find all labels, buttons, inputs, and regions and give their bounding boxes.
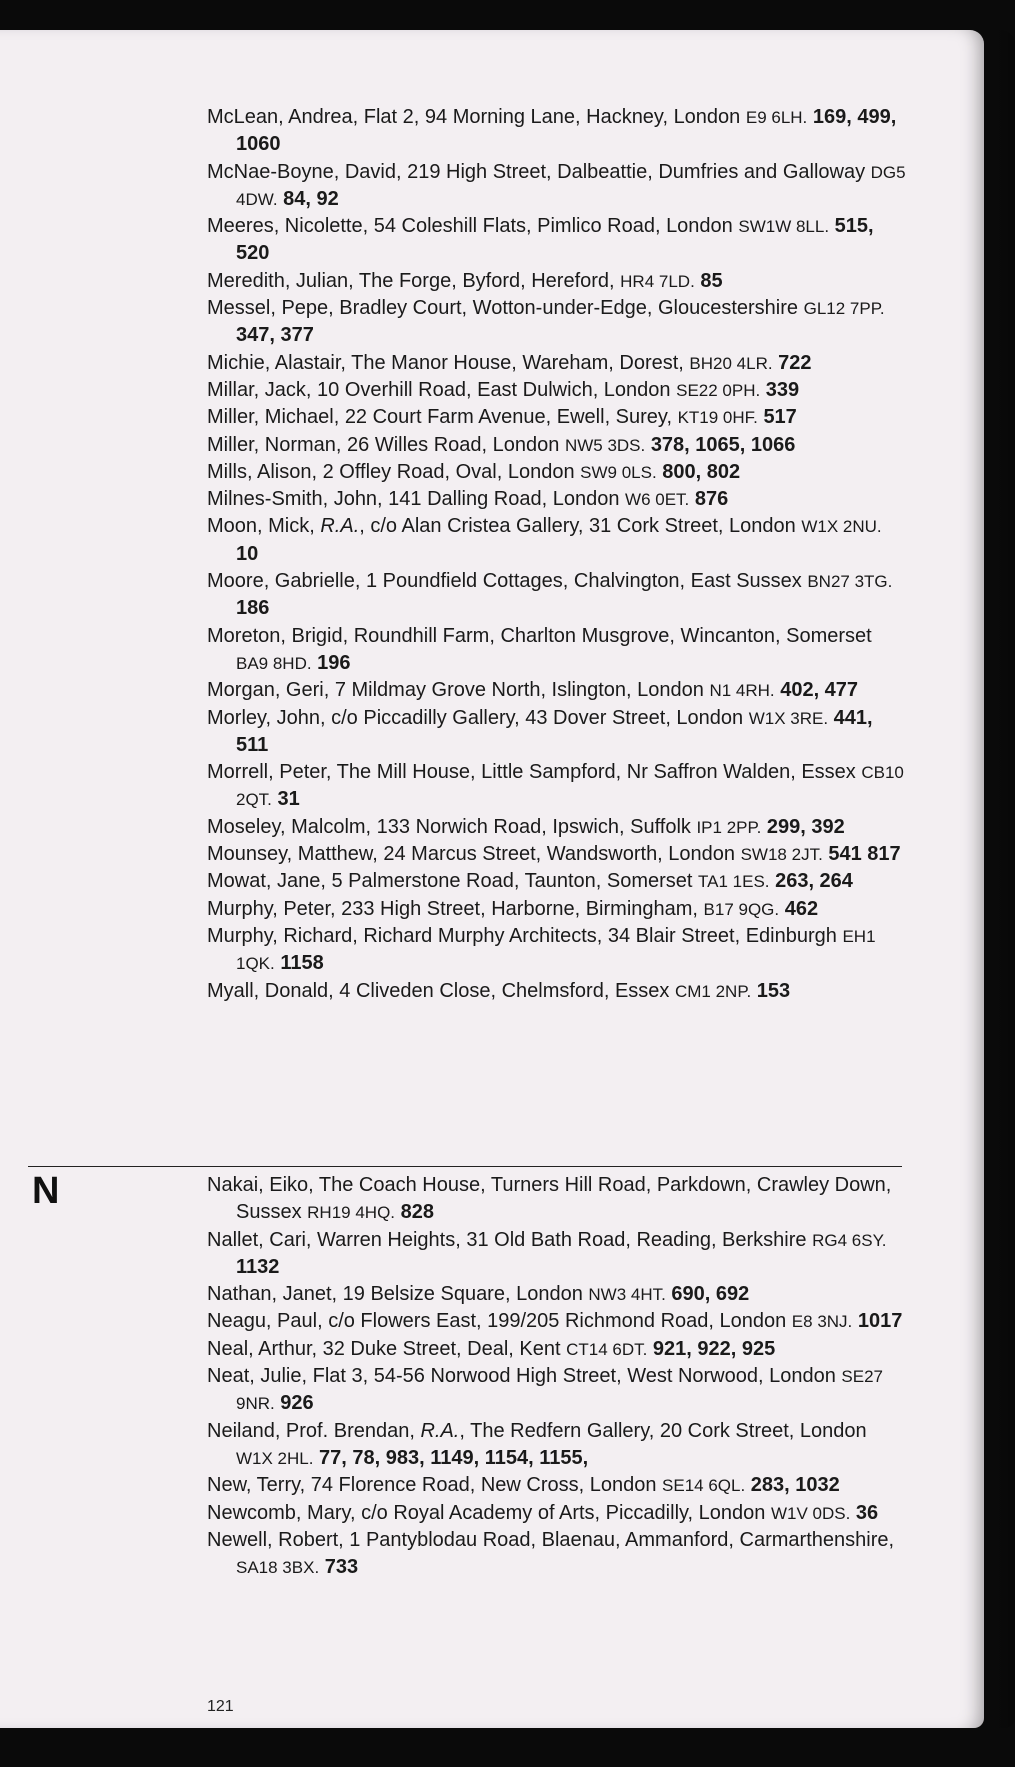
index-entry bbox=[207, 377, 907, 404]
entry-page-refs: 77, 78, 983, 1149, 1154, 1155, bbox=[319, 1446, 589, 1469]
entry-text: Newell, Robert, 1 Pantyblodau Road, Blaenau, Ammanford, Carmarthenshire, bbox=[207, 1528, 895, 1551]
entry-page-refs: 402, 477 bbox=[780, 679, 859, 702]
entry-postcode: SW18 2JT. bbox=[740, 845, 823, 865]
entry-page-refs: 339 bbox=[765, 378, 800, 401]
entry-postcode: W1V 0DS. bbox=[770, 1503, 851, 1523]
entry-text: Neat, Julie, Flat 3, 54-56 Norwood High Street, West Norwood, London bbox=[207, 1365, 842, 1388]
entry-page-refs: 800, 802 bbox=[662, 460, 741, 483]
index-entry bbox=[207, 104, 907, 159]
entry-postcode: NW3 4HT. bbox=[588, 1285, 666, 1305]
entry-text: Nakai, Eiko, The Coach House, Turners Hill Road, Parkdown, Crawley Down, Sussex bbox=[207, 1174, 892, 1224]
entry-postcode: HR4 7LD. bbox=[620, 271, 695, 291]
section-divider bbox=[28, 1166, 902, 1167]
index-section-m bbox=[207, 104, 907, 1005]
entry-text: Myall, Donald, 4 Cliveden Close, Chelmsford, Essex bbox=[207, 979, 675, 1002]
entry-page-refs: 299, 392 bbox=[766, 815, 845, 838]
page-edge-shadow bbox=[993, 30, 1015, 1728]
entry-page-refs: 515, 520 bbox=[236, 215, 874, 265]
entry-postcode: TA1 1ES. bbox=[698, 872, 770, 892]
index-entry bbox=[207, 923, 907, 978]
index-entry bbox=[207, 568, 907, 623]
entry-page-refs: 921, 922, 925 bbox=[652, 1337, 776, 1360]
index-entry bbox=[207, 623, 907, 678]
index-entry bbox=[207, 896, 907, 923]
entry-page-refs: 10 bbox=[236, 542, 259, 565]
entry-postcode: E9 6LH. bbox=[745, 108, 808, 127]
entry-postcode: SA18 3BX. bbox=[236, 1558, 320, 1578]
entry-text: Nallet, Cari, Warren Heights, 31 Old Bath Road, Reading, Berkshire bbox=[207, 1228, 813, 1251]
entry-postcode: KT19 0HF. bbox=[677, 408, 758, 428]
entry-page-refs: 1132 bbox=[236, 1255, 280, 1278]
index-entry bbox=[207, 1527, 907, 1582]
entry-postcode: BH20 4LR. bbox=[689, 353, 773, 373]
entry-text: Nathan, Janet, 19 Belsize Square, London bbox=[207, 1283, 589, 1306]
entry-page-refs: 378, 1065, 1066 bbox=[650, 433, 796, 456]
index-entry bbox=[207, 868, 907, 895]
entry-text: Milnes-Smith, John, 141 Dalling Road, London bbox=[207, 488, 626, 511]
entry-text: Meeres, Nicolette, 54 Coleshill Flats, Pimlico Road, London bbox=[207, 215, 739, 238]
entry-postcode: SW1W 8LL. bbox=[738, 217, 830, 237]
entry-postcode: SW9 0LS. bbox=[580, 462, 657, 482]
index-entry bbox=[207, 841, 907, 868]
entry-text: Murphy, Richard, Richard Murphy Architects, 34 Blair Street, Edinburgh bbox=[207, 924, 843, 947]
entry-page-refs: 1017 bbox=[857, 1310, 903, 1333]
index-entry bbox=[207, 404, 907, 431]
index-entry bbox=[207, 213, 907, 268]
entry-page-refs: 828 bbox=[400, 1201, 434, 1224]
index-entry bbox=[207, 759, 907, 814]
entry-postcode: BA9 8HD. bbox=[236, 653, 312, 673]
entry-page-refs: 186 bbox=[236, 597, 270, 620]
entry-postcode: SE27 9NR. bbox=[236, 1367, 883, 1414]
index-entry bbox=[207, 1281, 907, 1308]
entry-text: Moseley, Malcolm, 133 Norwich Road, Ipswich, Suffolk bbox=[207, 815, 697, 838]
entry-postcode: SE14 6QL. bbox=[662, 1476, 746, 1496]
entry-postcode: IP1 2PP. bbox=[696, 817, 762, 837]
entry-postcode: CT14 6DT. bbox=[566, 1339, 648, 1359]
index-section-n bbox=[207, 1172, 907, 1581]
entry-postcode: W1X 2NU. bbox=[801, 517, 882, 537]
entry-title: R.A. bbox=[320, 515, 360, 538]
entry-postcode: W1X 2HL. bbox=[236, 1448, 314, 1468]
index-entry bbox=[207, 159, 907, 214]
entry-text: Neiland, Prof. Brendan, bbox=[207, 1419, 421, 1442]
index-entry bbox=[207, 268, 907, 295]
entry-text: Morrell, Peter, The Mill House, Little Sampford, Nr Saffron Walden, Essex bbox=[207, 761, 862, 784]
entry-postcode: GL12 7PP. bbox=[803, 299, 885, 319]
entry-page-refs: 84, 92 bbox=[283, 187, 339, 210]
entry-text: Moore, Gabrielle, 1 Poundfield Cottages, Chalvington, East Sussex bbox=[207, 570, 808, 593]
entry-postcode: EH1 1QK. bbox=[236, 926, 876, 974]
entry-postcode: W1X 3RE. bbox=[748, 708, 829, 728]
entry-text: Michie, Alastair, The Manor House, Wareham, Dorest, bbox=[207, 351, 690, 374]
entry-page-refs: 169, 499, 1060 bbox=[236, 106, 897, 156]
entry-page-refs: 441, 511 bbox=[236, 706, 873, 756]
entry-text: McLean, Andrea, Flat 2, 94 Morning Lane, Hackney, London bbox=[207, 106, 746, 128]
entry-title: R.A. bbox=[420, 1419, 460, 1442]
entry-page-refs: 517 bbox=[763, 406, 797, 429]
entry-postcode: E8 3NJ. bbox=[791, 1312, 853, 1332]
entry-postcode: CB10 2QT. bbox=[236, 763, 904, 810]
entry-text: Mounsey, Matthew, 24 Marcus Street, Wandsworth, London bbox=[207, 843, 741, 866]
entry-text: Neal, Arthur, 32 Duke Street, Deal, Kent bbox=[207, 1337, 567, 1360]
entry-page-refs: 85 bbox=[700, 269, 723, 292]
entry-text: Miller, Norman, 26 Willes Road, London bbox=[207, 433, 565, 456]
index-entry bbox=[207, 814, 907, 841]
index-entry bbox=[207, 459, 907, 486]
index-entry bbox=[207, 350, 907, 377]
entry-text: Messel, Pepe, Bradley Court, Wotton-under-Edge, Gloucestershire bbox=[207, 297, 804, 320]
entry-postcode: CM1 2NP. bbox=[674, 981, 752, 1001]
entry-text: Morley, John, c/o Piccadilly Gallery, 43 Dover Street, London bbox=[207, 706, 749, 729]
entry-text: Mills, Alison, 2 Offley Road, Oval, London bbox=[207, 460, 581, 483]
entry-postcode: N1 4RH. bbox=[709, 681, 775, 701]
index-entry bbox=[207, 677, 907, 704]
entry-page-refs: 31 bbox=[277, 788, 300, 811]
entry-page-refs: 926 bbox=[280, 1392, 314, 1415]
entry-text: , c/o Alan Cristea Gallery, 31 Cork Street, London bbox=[359, 515, 802, 538]
index-entry bbox=[207, 513, 907, 568]
entry-page-refs: 876 bbox=[694, 488, 729, 511]
entry-postcode: W6 0ET. bbox=[625, 490, 690, 510]
index-entry bbox=[207, 1363, 907, 1418]
entry-page-refs: 153 bbox=[756, 979, 791, 1002]
entry-page-refs: 263, 264 bbox=[775, 870, 853, 893]
index-entry bbox=[207, 705, 907, 760]
entry-text: Neagu, Paul, c/o Flowers East, 199/205 Richmond Road, London bbox=[207, 1310, 792, 1333]
entry-text: Newcomb, Mary, c/o Royal Academy of Arts, Piccadilly, London bbox=[207, 1501, 771, 1524]
entry-page-refs: 690, 692 bbox=[671, 1283, 750, 1306]
entry-text: Meredith, Julian, The Forge, Byford, Hereford, bbox=[207, 269, 621, 292]
entry-text: McNae-Boyne, David, 219 High Street, Dalbeattie, Dumfries and Galloway bbox=[207, 160, 871, 183]
index-entry bbox=[207, 295, 907, 350]
index-entry bbox=[207, 1472, 907, 1499]
index-entry bbox=[207, 1500, 907, 1527]
entry-page-refs: 722 bbox=[778, 351, 812, 374]
entry-text: Murphy, Peter, 233 High Street, Harborne, Birmingham, bbox=[207, 897, 704, 920]
entry-page-refs: 283, 1032 bbox=[750, 1474, 840, 1497]
entry-text: , The Redfern Gallery, 20 Cork Street, London bbox=[459, 1419, 867, 1442]
page-number: 121 bbox=[207, 1698, 234, 1715]
entry-text: Miller, Michael, 22 Court Farm Avenue, Ewell, Surey, bbox=[207, 406, 678, 429]
entry-text: Millar, Jack, 10 Overhill Road, East Dulwich, London bbox=[207, 378, 677, 401]
entry-postcode: DG5 4DW. bbox=[236, 162, 906, 209]
index-entry bbox=[207, 1172, 907, 1227]
index-entry bbox=[207, 1308, 907, 1335]
entry-page-refs: 733 bbox=[324, 1556, 359, 1579]
entry-text: Moreton, Brigid, Roundhill Farm, Charlton Musgrove, Wincanton, Somerset bbox=[207, 624, 872, 647]
entry-postcode: NW5 3DS. bbox=[564, 435, 646, 455]
entry-page-refs: 347, 377 bbox=[236, 324, 314, 347]
entry-postcode: BN27 3TG. bbox=[807, 572, 893, 592]
entry-text: Mowat, Jane, 5 Palmerstone Road, Taunton, Somerset bbox=[207, 870, 699, 893]
entry-page-refs: 36 bbox=[855, 1501, 879, 1524]
entry-postcode: RH19 4HQ. bbox=[307, 1203, 396, 1223]
entry-page-refs: 1158 bbox=[280, 952, 324, 975]
entry-postcode: B17 9QG. bbox=[703, 899, 780, 919]
index-entry bbox=[207, 1227, 907, 1282]
entry-text: Morgan, Geri, 7 Mildmay Grove North, Islington, London bbox=[207, 679, 710, 702]
index-entry bbox=[207, 486, 907, 513]
entry-text: Moon, Mick, bbox=[207, 515, 321, 538]
section-letter: N bbox=[32, 1170, 60, 1212]
index-entry bbox=[207, 1336, 907, 1363]
index-entry bbox=[207, 978, 907, 1005]
entry-postcode: RG4 6SY. bbox=[812, 1230, 887, 1250]
entry-page-refs: 462 bbox=[784, 897, 819, 920]
entry-page-refs: 196 bbox=[317, 651, 351, 674]
index-entry bbox=[207, 1418, 907, 1473]
entry-text: New, Terry, 74 Florence Road, New Cross, London bbox=[207, 1474, 663, 1497]
entry-page-refs: 541 817 bbox=[828, 843, 901, 866]
entry-postcode: SE22 0PH. bbox=[676, 380, 761, 400]
index-entry bbox=[207, 432, 907, 459]
